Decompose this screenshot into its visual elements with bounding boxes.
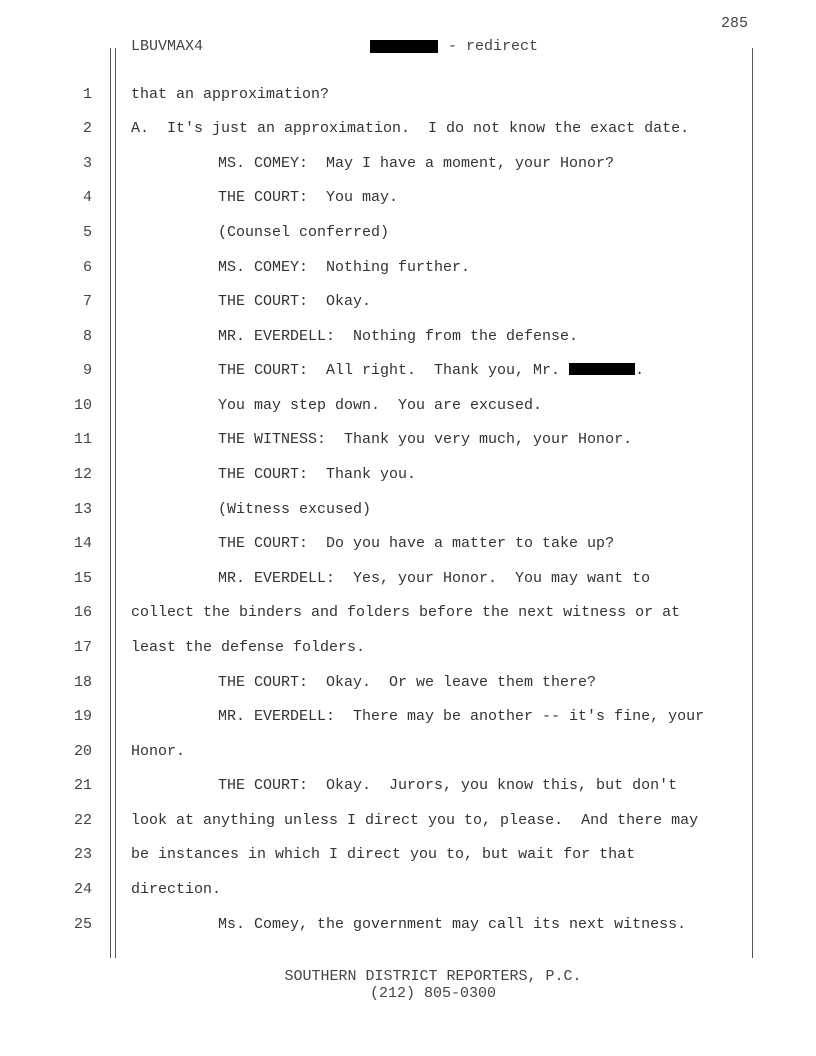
transcript-line: direction. xyxy=(131,881,222,898)
line-text-segment: THE COURT: All right. Thank you, Mr. xyxy=(218,362,570,379)
transcript-line: be instances in which I direct you to, but wait for that xyxy=(131,846,636,863)
transcript-line: Ms. Comey, the government may call its next witness. xyxy=(218,916,687,933)
transcript-line: Honor. xyxy=(131,743,186,760)
transcript-line: THE COURT: You may. xyxy=(218,189,399,206)
line-number: 17 xyxy=(73,639,92,656)
line-number: 18 xyxy=(73,674,92,691)
transcript-line: THE COURT: Thank you. xyxy=(218,466,417,483)
transcript-line: (Counsel conferred) xyxy=(218,224,390,241)
line-number: 19 xyxy=(73,708,92,725)
right-margin-rule xyxy=(752,48,753,958)
transcript-line: THE WITNESS: Thank you very much, your Honor. xyxy=(218,431,633,448)
line-number: 20 xyxy=(73,743,92,760)
transcript-line: MR. EVERDELL: Yes, your Honor. You may want to xyxy=(218,570,651,587)
line-number: 1 xyxy=(82,86,92,103)
transcript-line: MR. EVERDELL: There may be another -- it's fine, your xyxy=(218,708,705,725)
page-number: 285 xyxy=(720,15,748,32)
transcript-line: that an approximation? xyxy=(131,86,330,103)
line-number: 25 xyxy=(73,916,92,933)
line-number: 6 xyxy=(82,259,92,276)
line-number: 24 xyxy=(73,881,92,898)
transcript-line: collect the binders and folders before the next witness or at xyxy=(131,604,681,621)
line-number: 13 xyxy=(73,501,92,518)
line-number: 11 xyxy=(73,431,92,448)
line-text-segment: . xyxy=(635,362,645,379)
transcript-line xyxy=(218,362,644,379)
transcript-line: You may step down. You are excused. xyxy=(218,397,543,414)
line-number: 5 xyxy=(82,224,92,241)
line-number: 3 xyxy=(82,155,92,172)
line-number: 14 xyxy=(73,535,92,552)
transcript-line: least the defense folders. xyxy=(131,639,366,656)
header-section xyxy=(370,38,538,55)
transcript-line: MS. COMEY: Nothing further. xyxy=(218,259,471,276)
reporter-name: SOUTHERN DISTRICT REPORTERS, P.C. xyxy=(284,968,582,985)
transcript-line: THE COURT: Okay. Or we leave them there? xyxy=(218,674,597,691)
line-number: 21 xyxy=(73,777,92,794)
transcript-line: A. It's just an approximation. I do not know the exact date. xyxy=(131,120,690,137)
left-margin-rule xyxy=(115,48,116,958)
left-margin-rule xyxy=(110,48,111,958)
redaction-block xyxy=(370,40,438,53)
footer xyxy=(0,968,816,1002)
transcript-line: THE COURT: Okay. Jurors, you know this, but don't xyxy=(218,777,678,794)
line-number: 16 xyxy=(73,604,92,621)
line-number: 8 xyxy=(82,328,92,345)
redaction-block xyxy=(569,363,635,375)
transcript-line: MR. EVERDELL: Nothing from the defense. xyxy=(218,328,579,345)
transcript-line: THE COURT: Okay. xyxy=(218,293,372,310)
section-suffix: - redirect xyxy=(448,38,539,55)
transcript-line: THE COURT: Do you have a matter to take up? xyxy=(218,535,615,552)
line-number: 2 xyxy=(82,120,92,137)
line-number: 23 xyxy=(73,846,92,863)
line-number: 15 xyxy=(73,570,92,587)
line-number: 9 xyxy=(82,362,92,379)
transcript-line: look at anything unless I direct you to, please. And there may xyxy=(131,812,699,829)
line-number: 22 xyxy=(73,812,92,829)
line-number: 12 xyxy=(73,466,92,483)
reporter-phone: (212) 805-0300 xyxy=(369,985,497,1002)
line-number: 7 xyxy=(82,293,92,310)
transcript-line: (Witness excused) xyxy=(218,501,372,518)
case-code: LBUVMAX4 xyxy=(131,38,204,55)
line-number: 4 xyxy=(82,189,92,206)
line-number: 10 xyxy=(73,397,92,414)
transcript-line: MS. COMEY: May I have a moment, your Honor? xyxy=(218,155,615,172)
